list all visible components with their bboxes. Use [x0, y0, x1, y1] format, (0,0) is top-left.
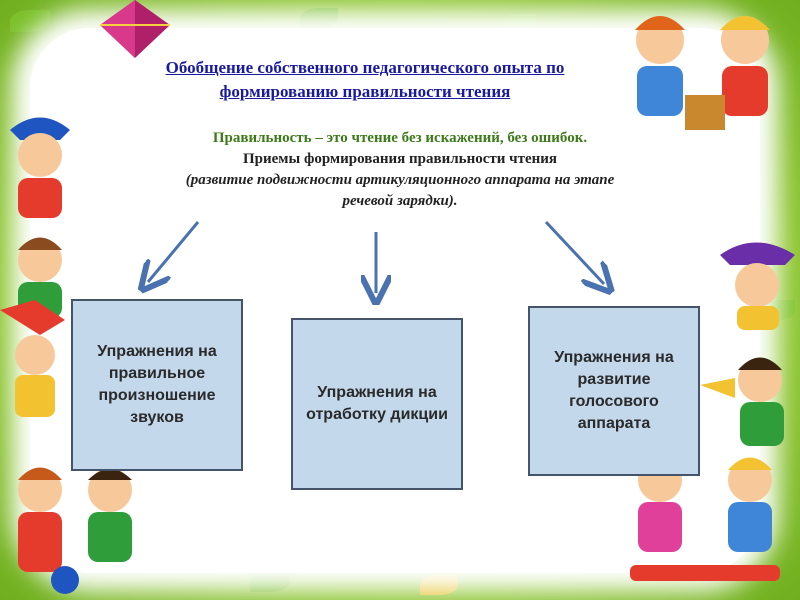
box-voice-apparatus-label: Упражнения на развитие голосового аппарата	[554, 349, 674, 432]
arrow-right	[546, 222, 604, 284]
page-title-line-1: Обобщение собственного педагогического опыта по	[165, 58, 565, 77]
box-voice-apparatus	[528, 306, 700, 476]
note-line-2: речевой зарядки).	[342, 193, 458, 209]
box-pronunciation	[71, 299, 243, 471]
box-pronunciation-label: Упражнения на правильное произношение звуков	[97, 343, 217, 426]
box-diction-label: Упражнения на отработку дикции	[306, 384, 448, 423]
subheading-text: Приемы формирования правильности чтения	[242, 151, 558, 167]
page-title-line-2: формированию правильности чтения	[219, 82, 511, 101]
definition-text: Правильность – это чтение без искажений, без ошибок.	[212, 130, 588, 146]
arrow-left	[148, 222, 198, 282]
note-line-1: (развитие подвижности артикуляционного аппарата на этапе	[185, 172, 615, 188]
box-diction	[291, 318, 463, 490]
